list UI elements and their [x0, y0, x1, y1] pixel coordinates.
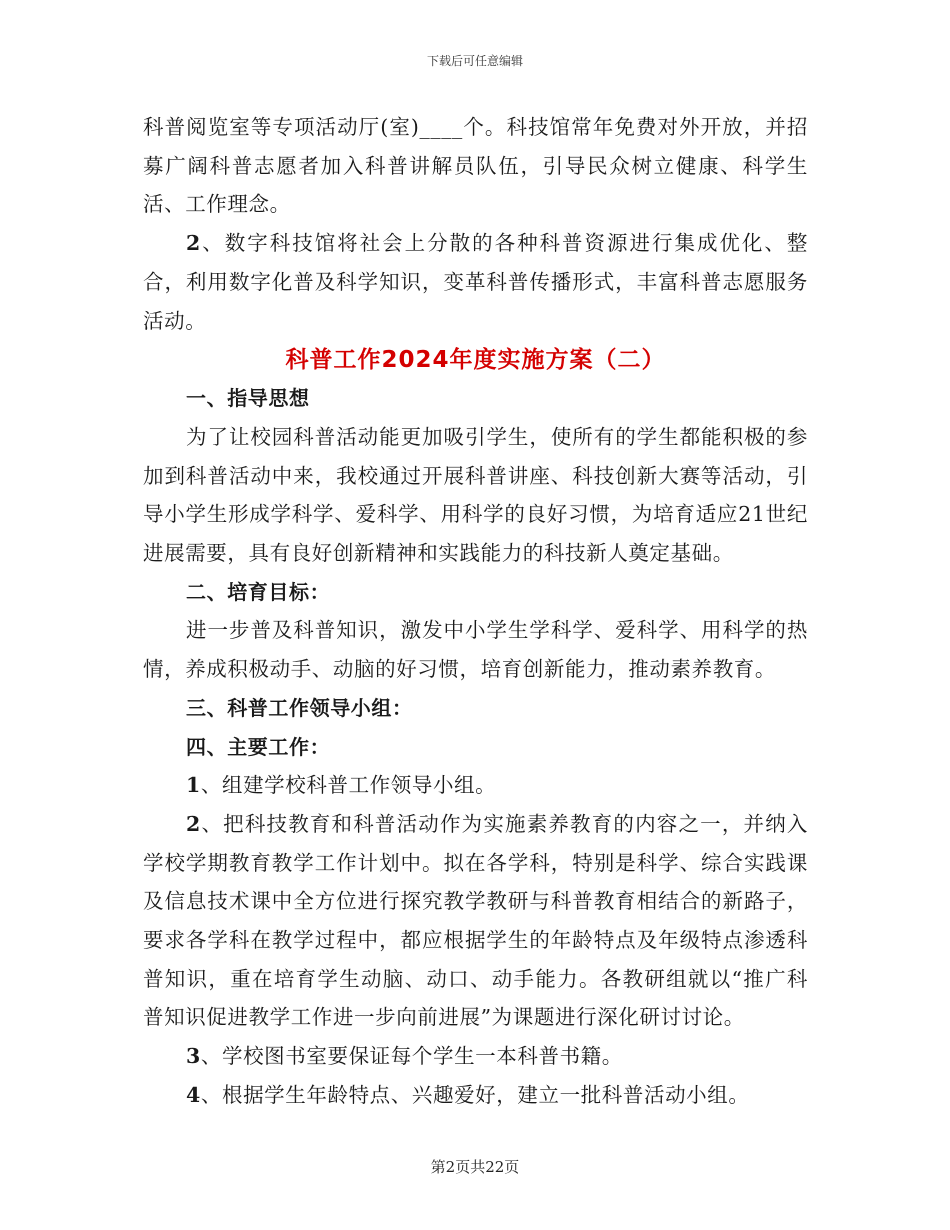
paragraph-guiding-ideology: 为了让校园科普活动能更加吸引学生，使所有的学生都能积极的参加到科普活动中来，我校通过开展科普讲座、科技创新大赛等活动，引导小学生形成学科学、爱科学、用科学的良好习惯，为培育适应21世纪进展需要，具有良好创新精神和实践能力的科技新人奠定基础。 [143, 424, 808, 566]
item-text: 、把科技教育和科普活动作为实施素养教育的内容之一，并纳入学校学期教育教学工作计划中。拟在各学科，特别是科学、综合实践课及信息技术课中全方位进行探究教学教研与科普教育相结合的新路子，要求各学科在教学过程中，都应根据学生的年龄特点及年级特点渗透科普知识，重在培育学生动脑、动口、动手能力。各教研组就以“推广科普知识促进教学工作进一步向前进展”为课题进行深化研讨讨论。 [143, 811, 808, 1030]
list-item [143, 1037, 808, 1076]
document-title: 科普工作2024年度实施方案（二） [285, 347, 666, 374]
item-text: 、学校图书室要保证每个学生一本科普书籍。 [200, 1044, 623, 1069]
paragraph-item-2-top [143, 224, 808, 340]
page-number: 第2页共22页 [430, 1158, 520, 1176]
item-number: 4 [186, 1082, 201, 1107]
item-number: 2 [186, 231, 201, 256]
item-number: 3 [186, 1044, 201, 1069]
list-item [143, 805, 808, 1037]
page-header-note: 下载后可任意编辑 [426, 54, 523, 68]
paragraph-training-goals: 进一步普及科普知识，激发中小学生学科学、爱科学、用科学的热情，养成积极动手、动脑的好习惯，培育创新能力，推动素养教育。 [143, 618, 808, 682]
list-item [143, 766, 808, 805]
item-number: 1 [186, 773, 201, 798]
document-body [143, 108, 808, 1115]
section-heading-training-goals: 二、培育目标： [186, 579, 331, 604]
item-text: 、根据学生年龄特点、兴趣爱好，建立一批科普活动小组。 [200, 1082, 750, 1107]
section-heading-leadership-group: 三、科普工作领导小组： [186, 695, 413, 720]
item-number: 2 [186, 811, 201, 836]
item-text: 、数字科技馆将社会上分散的各种科普资源进行集成优化、整合，利用数字化普及科学知识，变革科普传播形式，丰富科普志愿服务活动。 [143, 231, 808, 333]
paragraph-continued: 科普阅览室等专项活动厅(室)____个。科技馆常年免费对外开放，并招募广阔科普志愿者加入科普讲解员队伍，引导民众树立健康、科学生活、工作理念。 [143, 115, 808, 217]
section-heading-main-work: 四、主要工作： [186, 734, 331, 759]
item-text: 、组建学校科普工作领导小组。 [200, 773, 497, 798]
section-heading-guiding-ideology: 一、指导思想 [186, 386, 310, 411]
list-item [143, 1076, 808, 1115]
